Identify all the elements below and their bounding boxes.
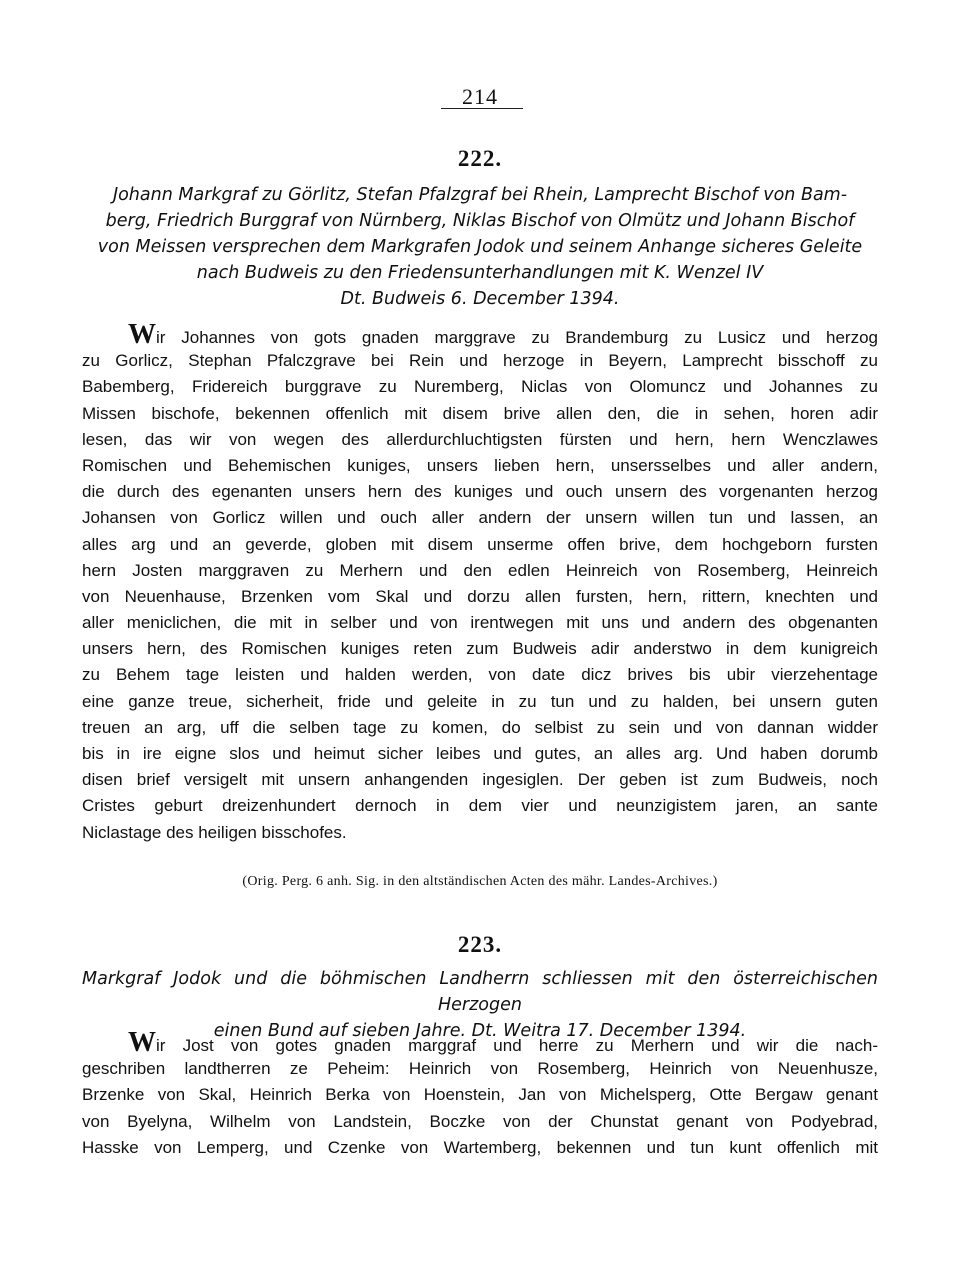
body-line: lesen, das wir von wegen des allerdurchluchtigsten fürsten und hern, hern Wenczlawes	[82, 429, 878, 449]
body-line: hern Josten marggraven zu Merhern und den edlen Heinreich von Rosemberg, Heinreich	[82, 560, 878, 580]
initial-letter: W	[128, 1030, 156, 1057]
body-line: zu Gorlicz, Stephan Pfalczgrave bei Rein und herzoge in Beyern, Lamprecht bisschoff zu	[82, 351, 878, 371]
page-number-rule	[441, 108, 523, 109]
document-number: 223.	[457, 932, 503, 957]
body-line: Cristes geburt dreizenhundert dernoch in dem vier und neunzigistem jaren, an sante	[82, 796, 878, 816]
document-body	[82, 322, 878, 846]
body-line: die durch des egenanten unsers hern des kuniges und ouch unsern des vorgenanten herzog	[82, 482, 878, 502]
document-number: 222.	[457, 146, 503, 171]
body-line: von Neuenhause, Brzenken vom Skal und dorzu allen fursten, hern, rittern, knechten und	[82, 586, 878, 606]
document-heading	[82, 182, 878, 312]
document-date: Dt. Budweis 6. December 1394.	[340, 289, 620, 309]
body-line-text: ir Jost von gotes gnaden marggraf und herre zu Merhern und wir die nach-	[156, 1036, 878, 1055]
body-line: Romischen und Behemischen kuniges, unsers lieben hern, unsersselbes und aller andern,	[82, 455, 878, 475]
source-note: (Orig. Perg. 6 anh. Sig. in den altständischen Acten des mähr. Landes-Archives.)	[242, 874, 718, 889]
body-line: Brzenke von Skal, Heinrich Berka von Hoenstein, Jan von Michelsperg, Otte Bergaw genant	[82, 1085, 878, 1105]
body-line: unsers hern, des Romischen kuniges reten zum Budweis adir anderstwo in dem kunigreich	[82, 639, 878, 659]
body-line	[82, 322, 878, 348]
body-line: Babemberg, Fridereich burggrave zu Nuremberg, Niclas von Olomuncz und Johannes zu	[82, 377, 878, 397]
heading-line: Markgraf Jodok und die böhmischen Landherrn schliessen mit den österreichischen Herzogen	[82, 969, 878, 1015]
body-line: zu Behem tage leisten und halden werden, von date dicz brives bis ubir vierzehentage	[82, 665, 878, 685]
body-line: alles arg und an geverde, globen mit disem unserme offen brive, dem hochgeborn fursten	[82, 534, 878, 554]
body-line: von Byelyna, Wilhelm von Landstein, Boczke von der Chunstat genant von Podyebrad,	[82, 1111, 878, 1131]
document-body	[82, 1030, 878, 1161]
initial-letter: W	[128, 322, 156, 349]
body-line	[82, 1030, 878, 1056]
body-line: aller meniclichen, die mit in selber und von irentwegen mit uns und andern des obgenanten	[82, 613, 878, 633]
heading-line: nach Budweis zu den Friedensunterhandlungen mit K. Wenzel IV	[196, 263, 764, 283]
body-line: treuen an arg, uff die selben tage zu komen, do selbist zu sein und von dannan widder	[82, 717, 878, 737]
body-line: geschriben landtherren ze Peheim: Heinrich von Rosemberg, Heinrich von Neuenhusze,	[82, 1059, 878, 1079]
heading-line: von Meissen versprechen dem Markgrafen Jodok und seinem Anhange sicheres Geleite	[97, 237, 863, 257]
body-line: Missen bischofe, bekennen offenlich mit disem brive allen den, die in sehen, horen adir	[82, 403, 878, 423]
heading-line: berg, Friedrich Burggraf von Nürnberg, Niklas Bischof von Olmütz und Johann Bischof	[105, 211, 855, 231]
body-line: disen brief versigelt mit unsern anhangenden ingesiglen. Der geben ist zum Budweis, noch	[82, 770, 878, 790]
body-line: Hasske von Lemperg, und Czenke von Wartemberg, bekennen und tun kunt offenlich mit	[82, 1137, 878, 1157]
body-line: bis in ire eigne slos und heimut sicher leibes und gutes, an alles arg. Und haben dorumb	[82, 744, 878, 763]
body-line: eine ganze treue, sicherheit, fride und geleite in zu tun und zu halden, bei unsern guten	[82, 691, 878, 711]
body-line: Johansen von Gorlicz willen und ouch aller andern der unsern willen tun und lassen, an	[82, 508, 878, 528]
body-line-text: ir Johannes von gots gnaden marggrave zu Brandemburg zu Lusicz und herzog	[156, 328, 878, 347]
page-number: 214	[462, 84, 498, 109]
body-line: Niclastage des heiligen bisschofes.	[82, 822, 347, 842]
heading-line: einen Bund auf sieben Jahre. Dt. Weitra 17. December 1394.	[213, 1021, 747, 1041]
heading-line: Johann Markgraf zu Görlitz, Stefan Pfalzgraf bei Rhein, Lamprecht Bischof von Bam-	[112, 185, 848, 205]
